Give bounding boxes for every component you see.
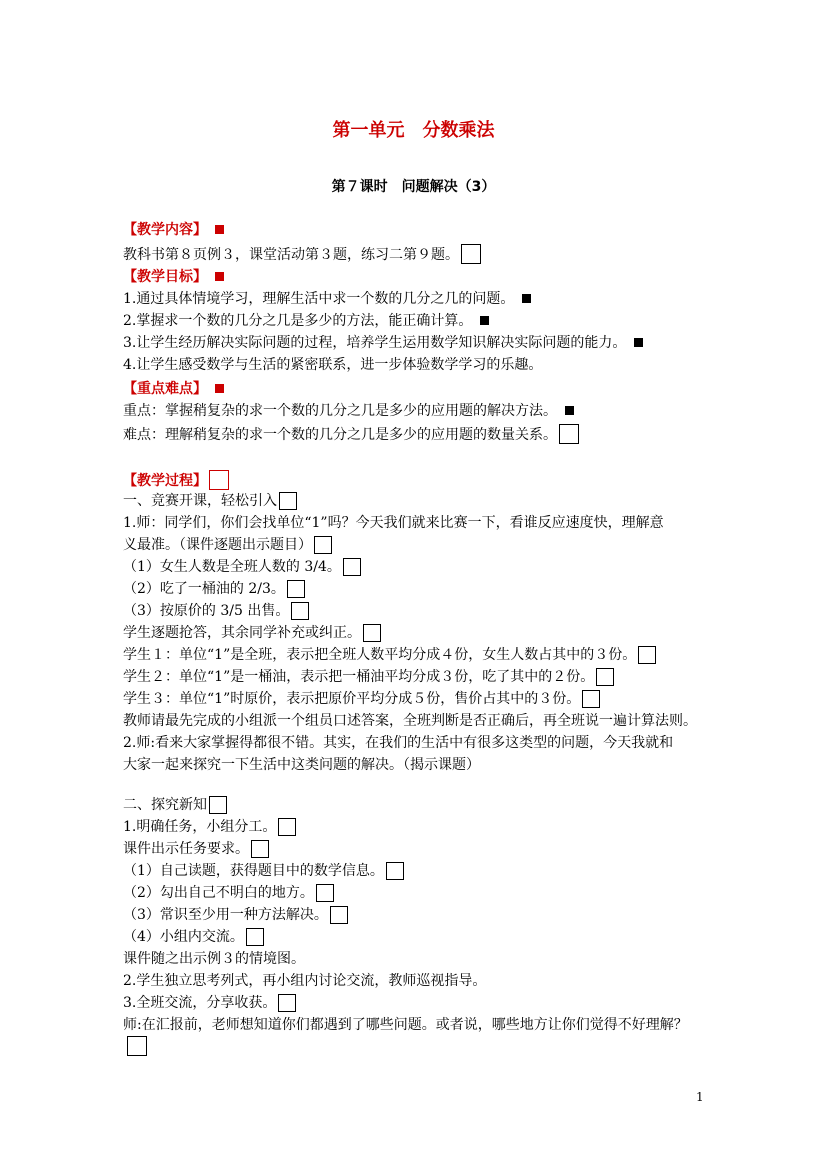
- student-2-answer: 学生２：单位“1”是一桶油，表示把一桶油平均分成３份，吃了其中的２份。: [123, 669, 595, 685]
- checkbox-icon: [278, 818, 296, 836]
- part1-title: 一、竞赛开课，轻松引入: [123, 493, 277, 509]
- black-square-icon: [522, 294, 531, 303]
- goal-1-line: [123, 290, 531, 308]
- goal-2: 2.掌握求一个数的几分之几是多少的方法，能正确计算。: [123, 313, 473, 329]
- goal-3: 3.让学生经历解决实际问题的过程，培养学生运用数学知识解决实际问题的能力。: [123, 335, 627, 351]
- black-square-icon: [565, 406, 574, 415]
- paragraph-text: 大家一起来探究一下生活中这类问题的解决。（揭示课题）: [123, 757, 480, 773]
- key-heading-line: [123, 380, 224, 398]
- checkbox-icon: [330, 906, 348, 924]
- red-square-icon: [215, 384, 224, 393]
- unit-title: 第一单元 分数乘法: [332, 120, 495, 141]
- goal-3-line: [123, 334, 643, 352]
- n2-line: [123, 972, 486, 990]
- p2-line2: [123, 756, 480, 774]
- checkbox-icon: [278, 994, 296, 1012]
- lesson-title: 第７课时 问题解决（3）: [331, 179, 496, 195]
- n1-show-line: [123, 950, 305, 968]
- teacher-note-line: [123, 712, 697, 730]
- task-1-line: [123, 862, 404, 880]
- n1-line: [123, 818, 296, 836]
- goal-1: 1.通过具体情境学习，理解生活中求一个数的几分之几的问题。: [123, 291, 515, 307]
- goal-4: 4.让学生感受数学与生活的紧密联系，进一步体验数学学习的乐趣。: [123, 357, 543, 373]
- student-2-line: [123, 668, 614, 686]
- checkbox-icon: [386, 862, 404, 880]
- q1-line: [123, 558, 361, 576]
- black-square-icon: [480, 316, 489, 325]
- task-1: （1）自己读题，获得题目中的数学信息。: [123, 863, 384, 879]
- checkbox-icon: [582, 690, 600, 708]
- checkbox-icon: [316, 884, 334, 902]
- trailing-box-line: [127, 1036, 147, 1056]
- p1-line1: [123, 514, 664, 532]
- red-checkbox-icon: [209, 470, 229, 490]
- teacher-note: 教师请最先完成的小组派一个组员口述答案，全班判断是否正确后，再全班说一遍计算法则。: [123, 713, 697, 729]
- student-1-line: [123, 646, 656, 664]
- checkbox-icon: [559, 424, 579, 444]
- step-2: 2.学生独立思考列式，再小组内讨论交流，教师巡视指导。: [123, 973, 487, 989]
- content-heading: 【教学内容】: [123, 222, 207, 238]
- page-number: 1: [696, 1090, 704, 1104]
- red-square-icon: [215, 225, 224, 234]
- difficult-point-line: [123, 424, 579, 444]
- difficult-point: 难点：理解稍复杂的求一个数的几分之几是多少的应用题的数量关系。: [123, 427, 557, 443]
- paragraph-text: 1.师：同学们，你们会找单位“1”吗？今天我们就来比赛一下，看谁反应速度快，理解意: [123, 515, 664, 531]
- task-4-line: [123, 928, 264, 946]
- checkbox-icon: [279, 492, 297, 510]
- step-3: 3.全班交流，分享收获。: [123, 995, 277, 1011]
- q3-line: [123, 602, 309, 620]
- process-heading: 【教学过程】: [123, 473, 207, 489]
- task-2: （2）勾出自己不明白的地方。: [123, 885, 314, 901]
- paragraph-text: 义最准。（课件逐题出示题目）: [123, 537, 312, 553]
- checkbox-icon: [209, 796, 227, 814]
- task-2-line: [123, 884, 334, 902]
- step-1: 1.明确任务，小组分工。: [123, 819, 277, 835]
- question-3: （3）按原价的 3/5 出售。: [123, 603, 290, 619]
- checkbox-icon: [363, 624, 381, 642]
- paragraph-text: 2.师:看来大家掌握得都很不错。其实，在我们的生活中有很多这类型的问题，今天我就和: [123, 735, 674, 751]
- checkbox-icon: [287, 580, 305, 598]
- step-3-teacher: 师:在汇报前，老师想知道你们都遇到了哪些问题。或者说，哪些地方让你们觉得不好理解？: [123, 1017, 688, 1033]
- key-point-line: [123, 402, 574, 420]
- task-3-line: [123, 906, 348, 924]
- checkbox-icon: [246, 928, 264, 946]
- checkbox-icon: [127, 1036, 147, 1056]
- checkbox-icon: [291, 602, 309, 620]
- q2-line: [123, 580, 305, 598]
- checkbox-icon: [638, 646, 656, 664]
- student-3-answer: 学生３：单位“1”时原价，表示把原价平均分成５份，售价占其中的３份。: [123, 691, 581, 707]
- student-1-answer: 学生１：单位“1”是全班，表示把全班人数平均分成４份，女生人数占其中的３份。: [123, 647, 637, 663]
- n3-line: [123, 994, 296, 1012]
- part2-title: 二、探究新知: [123, 797, 207, 813]
- step-1-show: 课件随之出示例３的情境图。: [123, 951, 305, 967]
- n3-teacher-line: [123, 1016, 688, 1034]
- content-text: 教科书第８页例３，课堂活动第３题，练习二第９题。: [123, 247, 459, 263]
- p1-line2: [123, 536, 332, 554]
- part1-title-line: [123, 492, 297, 510]
- answer-intro-line: [123, 624, 381, 642]
- key-heading: 【重点难点】: [123, 381, 207, 397]
- checkbox-icon: [461, 244, 481, 264]
- step-1-sub: 课件出示任务要求。: [123, 841, 249, 857]
- checkbox-icon: [251, 840, 269, 858]
- answer-intro: 学生逐题抢答，其余同学补充或纠正。: [123, 625, 361, 641]
- question-2: （2）吃了一桶油的 2/3。: [123, 581, 285, 597]
- red-square-icon: [215, 272, 224, 281]
- question-1: （1）女生人数是全班人数的 3/4。: [123, 559, 341, 575]
- checkbox-icon: [314, 536, 332, 554]
- checkbox-icon: [343, 558, 361, 576]
- checkbox-icon: [596, 668, 614, 686]
- task-3: （3）常识至少用一种方法解决。: [123, 907, 328, 923]
- part2-title-line: [123, 796, 227, 814]
- key-point: 重点：掌握稍复杂的求一个数的几分之几是多少的应用题的解决方法。: [123, 403, 557, 419]
- p2-line1: [123, 734, 673, 752]
- content-text-line: [123, 244, 481, 264]
- goals-heading: 【教学目标】: [123, 269, 207, 285]
- content-heading-line: [123, 221, 224, 239]
- goals-heading-line: [123, 268, 224, 286]
- black-square-icon: [634, 338, 643, 347]
- student-3-line: [123, 690, 600, 708]
- n1-sub-line: [123, 840, 269, 858]
- goal-2-line: [123, 312, 489, 330]
- task-4: （4）小组内交流。: [123, 929, 244, 945]
- process-heading-line: [123, 470, 229, 490]
- goal-4-line: [123, 356, 542, 374]
